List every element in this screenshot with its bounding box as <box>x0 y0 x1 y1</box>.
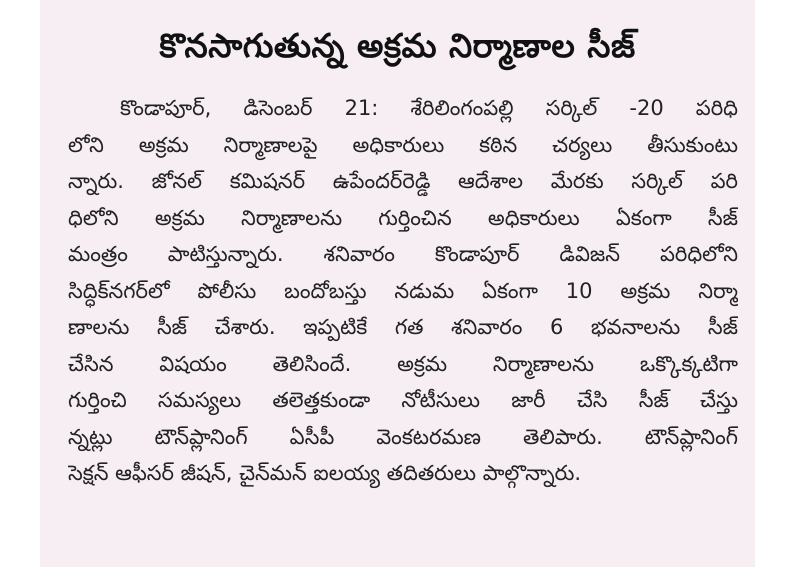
article-line: గుర్తించి సమస్యలు తలెత్తకుండా నోటీసులు జారీ చేసి సీజ్ చేస్తు <box>68 388 738 412</box>
article-line: సిద్ధిక్‌నగర్‌లో పోలీసు బందోబస్తు నడుమ ఏకంగా 10 అక్రమ నిర్మా <box>68 278 738 303</box>
article-line: న్నారు. జోనల్ కమిషనర్ ఉపేందర్‌రెడ్డి ఆదేశాల మేరకు సర్కిల్ పరి <box>68 169 738 193</box>
article-line: లోని అక్రమ నిర్మాణాలపై అధికారులు కఠిన చర్యలు తీసుకుంటు <box>68 132 738 157</box>
newspaper-clipping <box>40 0 755 567</box>
article-line: కొండాపూర్, డిసెంబర్ 21: శేరిలింగంపల్లి సర్కిల్ -20 పరిధి <box>120 96 738 120</box>
headline: కొనసాగుతున్న అక్రమ నిర్మాణాల సీజ్ <box>159 26 636 65</box>
article-line: న్నట్లు టౌన్‌ప్లానింగ్ ఏసీపీ వెంకటరమణ తెలిపారు. టౌన్‌ప్లానింగ్ <box>68 424 738 449</box>
article-body <box>68 90 738 492</box>
article-line: ధిలోని అక్రమ నిర్మాణాలను గుర్తించిన అధికారులు ఏకంగా సీజ్ <box>68 205 738 230</box>
article-line: మంత్రం పాటిస్తున్నారు. శనివారం కొండాపూర్ డివిజన్ పరిధిలోని <box>68 242 738 266</box>
article-line: చేసిన విషయం తెలిసిందే. అక్రమ నిర్మాణాలను ఒక్కొక్కటిగా <box>68 351 738 376</box>
article-line: ణాలను సీజ్ చేశారు. ఇప్పటికే గత శనివారం 6 భవనాలను సీజ్ <box>68 315 738 339</box>
article-line: సెక్షన్ ఆఫీసర్ జీషన్, చైన్‌మన్ ఐలయ్య తదితరులు పాల్గొన్నారు. <box>68 461 582 485</box>
